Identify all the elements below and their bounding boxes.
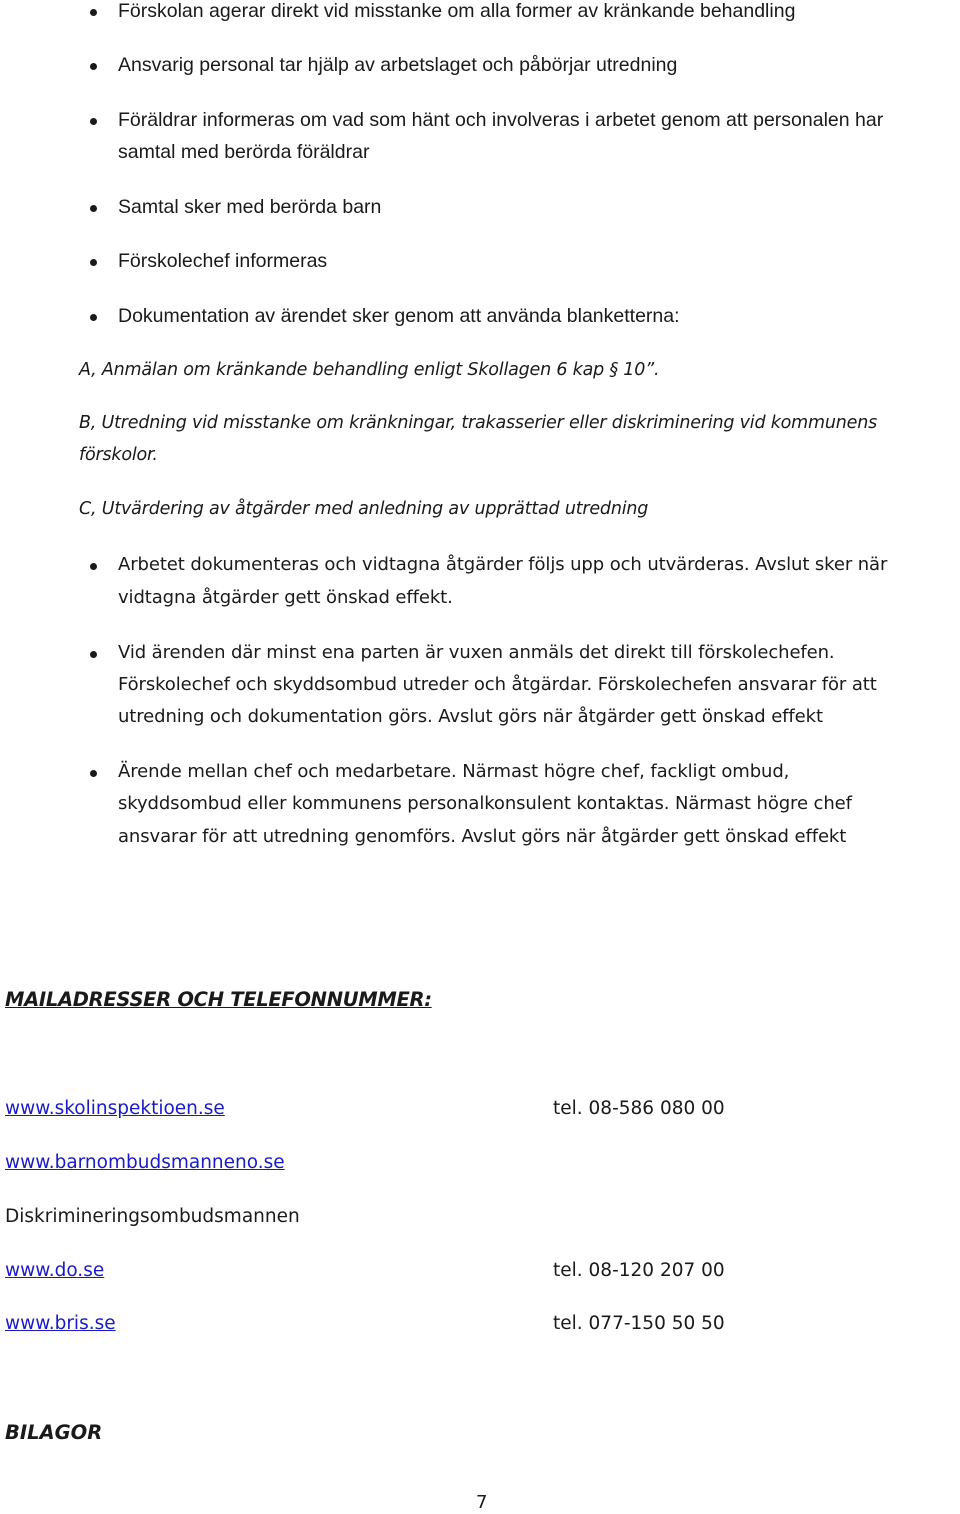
list-item: Föräldrar informeras om vad som hänt och involveras i arbetet genom att personalen har — [118, 109, 884, 131]
bullet-dot — [90, 9, 97, 16]
bris-phone: tel. 077-150 50 50 — [553, 1313, 725, 1334]
form-b-continued: förskolor. — [79, 445, 158, 465]
list-item-continued: skyddsombud eller kommunens personalkonsulent kontaktas. Närmast högre chef — [118, 793, 852, 814]
bris-link[interactable]: www.bris.se — [5, 1313, 116, 1334]
bilagor-heading: BILAGOR — [5, 1421, 103, 1444]
barnombudsmannen-link[interactable]: www.barnombudsmanneno.se — [5, 1152, 285, 1173]
list-item: Förskolan agerar direkt vid misstanke om alla former av kränkande behandling — [118, 0, 796, 22]
bullet-dot — [90, 651, 97, 658]
list-item-continued: Förskolechef och skyddsombud utreder och åtgärdar. Förskolechefen ansvarar för att — [118, 674, 877, 695]
bullet-dot — [90, 63, 97, 70]
bullet-dot — [90, 259, 97, 266]
list-item: Ärende mellan chef och medarbetare. Närmast högre chef, fackligt ombud, — [118, 761, 790, 782]
list-item: Arbetet dokumenteras och vidtagna åtgärder följs upp och utvärderas. Avslut sker när — [118, 554, 888, 575]
list-item: Samtal sker med berörda barn — [118, 196, 382, 218]
do-phone: tel. 08-120 207 00 — [553, 1260, 725, 1281]
skolinspektionen-phone: tel. 08-586 080 00 — [553, 1098, 725, 1119]
contacts-heading: MAILADRESSER OCH TELEFONNUMMER: — [5, 988, 432, 1011]
list-item: Ansvarig personal tar hjälp av arbetslaget och påbörjar utredning — [118, 54, 678, 76]
list-item: Förskolechef informeras — [118, 250, 328, 272]
bullet-dot — [90, 205, 97, 212]
do-link[interactable]: www.do.se — [5, 1260, 105, 1281]
list-item: Vid ärenden där minst ena parten är vuxen anmäls det direkt till förskolechefen. — [118, 642, 835, 663]
form-a: A, Anmälan om kränkande behandling enligt Skollagen 6 kap § 10”. — [79, 360, 660, 380]
list-item-continued: ansvarar för att utredning genomförs. Avslut görs när åtgärder gett önskad effekt — [118, 826, 847, 847]
bullet-dot — [90, 770, 97, 777]
bullet-dot — [90, 118, 97, 125]
skolinspektionen-link[interactable]: www.skolinspektioen.se — [5, 1098, 225, 1119]
form-c: C, Utvärdering av åtgärder med anledning av upprättad utredning — [79, 499, 649, 519]
bullet-dot — [90, 563, 97, 570]
page-number: 7 — [476, 1492, 488, 1513]
form-b: B, Utredning vid misstanke om kränkningar, trakasserier eller diskriminering vid kommunens — [79, 413, 878, 433]
list-item-continued: vidtagna åtgärder gett önskad effekt. — [118, 587, 453, 608]
do-name: Diskrimineringsombudsmannen — [5, 1206, 300, 1227]
list-item: Dokumentation av ärendet sker genom att använda blanketterna: — [118, 305, 680, 327]
bullet-dot — [90, 314, 97, 321]
list-item-continued: samtal med berörda föräldrar — [118, 141, 370, 163]
list-item-continued: utredning och dokumentation görs. Avslut görs när åtgärder gett önskad effekt — [118, 706, 823, 727]
